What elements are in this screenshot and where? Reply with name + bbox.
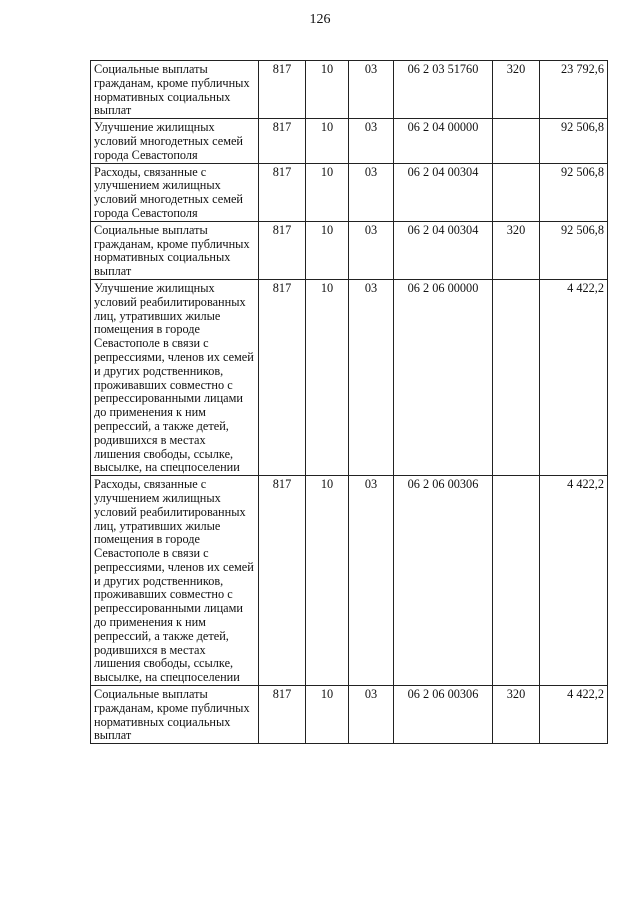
row-rz: 10 [306, 476, 349, 686]
row-name: Расходы, связанные с улучшением жилищных условий реабилитированных лиц, утративших жилые помещения в городе Севастополе в связи с репрессиями, членов их семей и других родственников, проживавших совместно с репрессированными лицами до применения к ним репрессий, а также детей, родившихся в местах лишения свободы, ссылке, высылке, на спецпоселении [91, 476, 259, 686]
row-pr: 03 [349, 221, 394, 279]
row-pr: 03 [349, 279, 394, 475]
row-name: Расходы, связанные с улучшением жилищных условий многодетных семей города Севастополя [91, 163, 259, 221]
row-name: Улучшение жилищных условий многодетных семей города Севастополя [91, 119, 259, 163]
page-number: 126 [309, 12, 331, 27]
row-ved: 817 [259, 119, 306, 163]
table-row [91, 476, 608, 686]
row-pr: 03 [349, 119, 394, 163]
table-row [91, 279, 608, 475]
budget-table [90, 60, 608, 744]
row-vr [493, 163, 540, 221]
row-sum: 92 506,8 [540, 221, 608, 279]
row-csr: 06 2 04 00304 [394, 221, 493, 279]
table-row [91, 61, 608, 119]
row-csr: 06 2 06 00306 [394, 476, 493, 686]
table-row [91, 119, 608, 163]
row-vr: 320 [493, 61, 540, 119]
row-ved: 817 [259, 163, 306, 221]
row-rz: 10 [306, 221, 349, 279]
row-name: Социальные выплаты гражданам, кроме публичных нормативных социальных выплат [91, 221, 259, 279]
row-rz: 10 [306, 163, 349, 221]
row-sum: 23 792,6 [540, 61, 608, 119]
row-name: Социальные выплаты гражданам, кроме публичных нормативных социальных выплат [91, 686, 259, 744]
row-pr: 03 [349, 163, 394, 221]
row-sum: 92 506,8 [540, 163, 608, 221]
row-rz: 10 [306, 686, 349, 744]
row-rz: 10 [306, 119, 349, 163]
row-csr: 06 2 04 00000 [394, 119, 493, 163]
row-ved: 817 [259, 279, 306, 475]
table-row [91, 686, 608, 744]
row-ved: 817 [259, 221, 306, 279]
row-sum: 4 422,2 [540, 279, 608, 475]
row-ved: 817 [259, 61, 306, 119]
table-row [91, 221, 608, 279]
row-sum: 4 422,2 [540, 686, 608, 744]
row-csr: 06 2 04 00304 [394, 163, 493, 221]
row-pr: 03 [349, 476, 394, 686]
row-ved: 817 [259, 476, 306, 686]
row-rz: 10 [306, 61, 349, 119]
row-csr: 06 2 06 00000 [394, 279, 493, 475]
row-csr: 06 2 03 51760 [394, 61, 493, 119]
row-csr: 06 2 06 00306 [394, 686, 493, 744]
row-vr: 320 [493, 686, 540, 744]
table-row [91, 163, 608, 221]
row-sum: 4 422,2 [540, 476, 608, 686]
row-vr [493, 279, 540, 475]
row-ved: 817 [259, 686, 306, 744]
row-name: Улучшение жилищных условий реабилитированных лиц, утративших жилые помещения в городе Севастополе в связи с репрессиями, членов их семей и других родственников, проживавших совместно с репрессированными лицами до применения к ним репрессий, а также детей, родившихся в местах лишения свободы, ссылке, высылке, на спецпоселении [91, 279, 259, 475]
row-sum: 92 506,8 [540, 119, 608, 163]
row-name: Социальные выплаты гражданам, кроме публичных нормативных социальных выплат [91, 61, 259, 119]
row-vr [493, 119, 540, 163]
row-vr: 320 [493, 221, 540, 279]
row-pr: 03 [349, 61, 394, 119]
row-rz: 10 [306, 279, 349, 475]
row-vr [493, 476, 540, 686]
row-pr: 03 [349, 686, 394, 744]
